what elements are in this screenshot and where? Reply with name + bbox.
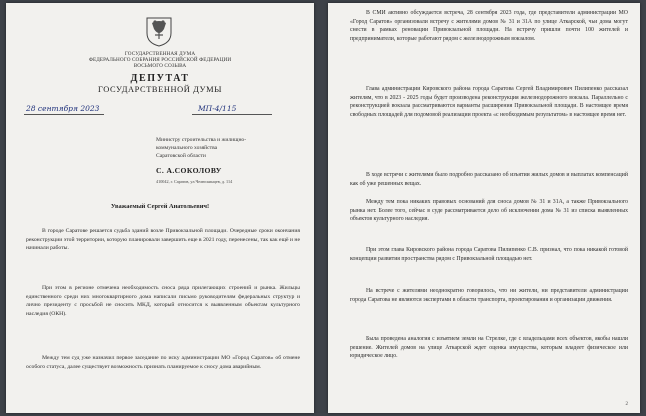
header-title: ДЕПУТАТ [130, 73, 190, 84]
number-underline [192, 114, 272, 115]
greeting: Уважаемый Сергей Анатольевич! [110, 203, 210, 210]
document-page-1 [6, 3, 314, 413]
paragraph: В городе Саратове решается судьба зданий возле Привокзальной площади. Очередные сроки окончания реконструкции этой территории, которую планировали завершить еще в 2021 году, перенесены, так как ещё и не начинали работы. [26, 228, 300, 252]
recipient-name: С. А.СОКОЛОВУ [156, 166, 222, 175]
paragraph: Между тем пока никаких правовых оснований для сноса домов № 31 и 31А, а также Привокзального рынка нет. Более того, сейчас в суде рассматривается дело об исключении дома № 31 из списка выявленных объектов культурного наследия. [350, 199, 628, 222]
handwritten-number: МП-4/115 [198, 104, 237, 113]
document-page-2 [328, 3, 640, 413]
header-line-2: ФЕДЕРАЛЬНОГО СОБРАНИЯ РОССИЙСКОЙ ФЕДЕРАЦИИ [88, 57, 232, 63]
paragraph: В ходе встречи с жителями было подробно рассказано об изъятии жилых домов и выплатах компенсаций как об уже решенных вещах. [350, 172, 628, 187]
page-number: 2 [625, 402, 628, 407]
paragraph: Глава администрации Кировского района города Саратова Сергей Владимирович Пилипенко рассказал жителям, что в 2023 - 2025 годы будет производена реконструкция железнодорожного вокзала. Параллельно с реконструкцией вокзала рассматриваются варианты расширения Привокзальной площади. В настоящее время свободных площадей для подомовой реализации проекта «с необходимым результатом» в настоящее время нет. [350, 86, 628, 118]
paragraph: Была проведена аналогия с изъятием земли на Стрелке, где с владельцами всех объектов, якобы нашли решение. Жителей домов на улице Аткарской ждет оценка имущества, которым владеет физическое или юридическое лицо. [350, 336, 628, 359]
paragraph: В СМИ активно обсуждается встреча, 28 сентября 2023 года, где представители администрации МО «Город Саратов» организовали встречу с жителями домов № 31 и 31А по улице Аткарской, чьи дома могут снести в рамках реновации Привокзальной площади. На встречу пришли почти 100 жителей и предприниматели, которые работают рядом с железнодорожным вокзалом. [350, 10, 628, 42]
paragraph: При этом в регионе отмечена необходимость сноса ряда прилегающих строений и рынка. Жильцы единственного среди них многоквартирного дома написали письмо руководителям федеральных структур и лично президенту с просьбой не сносить МКД, который относится к выявленным объектам культурного наследия (ОКН). [26, 285, 300, 317]
date-underline [24, 114, 104, 115]
header-subtitle: ГОСУДАРСТВЕННОЙ ДУМЫ [97, 85, 223, 94]
paragraph: На встрече с жителями неоднократно говорилось, что ни жители, ни представители администрации города Саратова не являются экспертами в области транспорта, проектирования и организации движения. [350, 288, 628, 303]
header-line-3: ВОСЬМОГО СОЗЫВА [133, 63, 187, 69]
recipient-line-3: Саратовской области [156, 153, 206, 159]
recipient-address: 410042, г. Саратов, ул.Челюскинцев, д. 114 [156, 179, 233, 184]
coat-of-arms-icon [144, 15, 174, 47]
paragraph: При этом глава Кировского района города Саратова Пилипенко С.В. признал, что пока никакой готовой концепции развития пространства рядом с Привокзальной площадью нет. [350, 247, 628, 262]
recipient-line-2: коммунального хозяйства [156, 145, 218, 151]
handwritten-date: 28 сентября 2023 [26, 104, 100, 113]
recipient-line-1: Министру строительства и жилищно- [156, 137, 247, 143]
paragraph: Между тем суд уже назначил первое заседание по иску администрации МО «Город Саратов» об отмене особого статуса, далее существует возможность признать планируемое к сносу дома аварийным. [26, 355, 300, 370]
header-line-1: ГОСУДАРСТВЕННАЯ ДУМА [124, 51, 196, 57]
